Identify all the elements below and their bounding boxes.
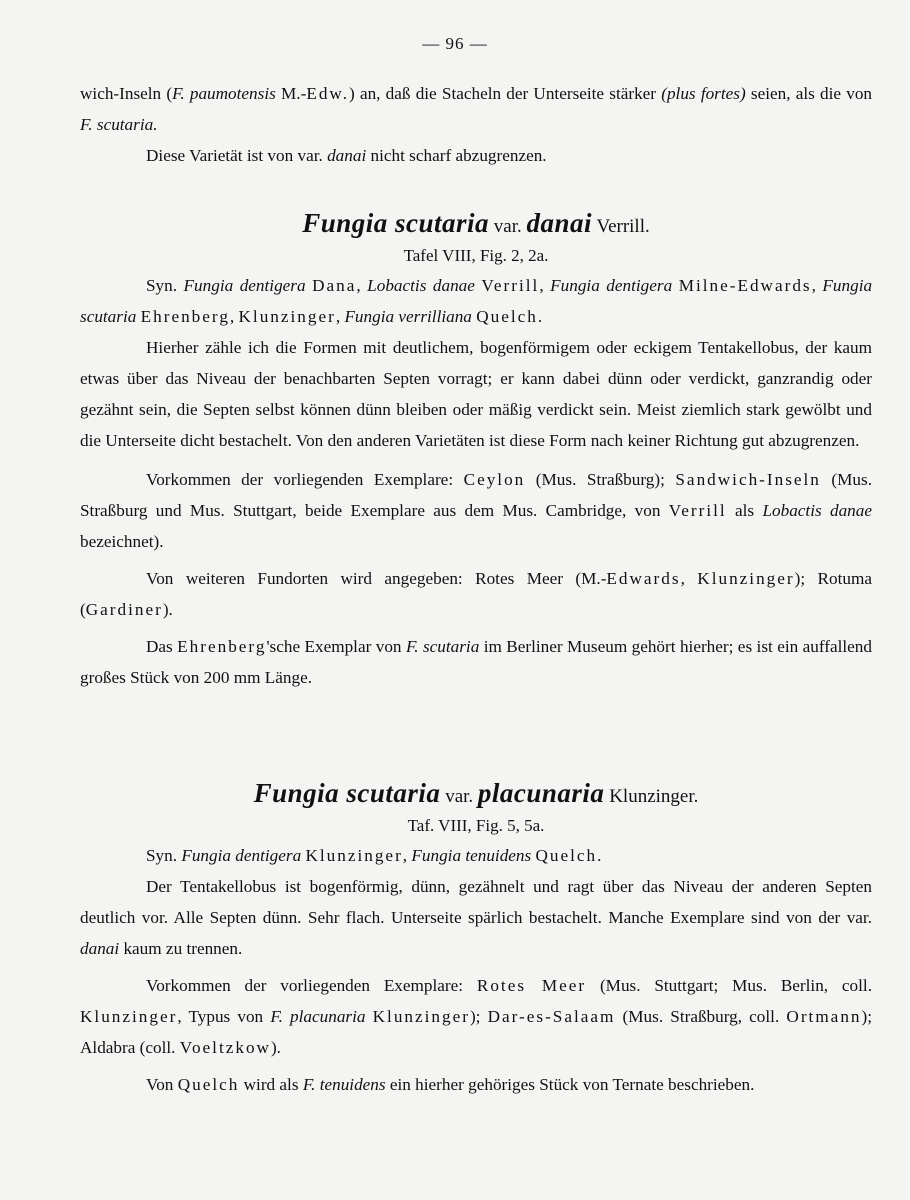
intro-block (80, 78, 872, 171)
plate-reference-danai: Tafel VIII, Fig. 2, 2a. (403, 246, 549, 265)
occurrence-danai: Vorkommen der vorliegenden Exemplare: Ceylon (Mus. Straßburg); Sandwich-Inseln (Mus. Straßburg und Mus. Stuttgart, beide Exemplare aus dem Mus. Cambridge, von Verrill als Lobactis danae bezeichnet). (80, 470, 872, 551)
description-placunaria: Der Tentakellobus ist bogenförmig, dünn, gezähnelt und ragt über das Niveau der anderen Septen deutlich vor. Alle Septen dünn. Sehr flach. Unterseite spärlich bestachelt. Manche Exemplare sind von der var. danai kaum zu trennen. (80, 877, 872, 958)
section-placunaria (80, 778, 872, 1100)
synonyms-danai: Syn. Fungia dentigera Dana, Lobactis danae Verrill, Fungia dentigera Milne-Edwards, Fungia scutaria Ehrenberg, Klunzinger, Fungia verrilliana Quelch. (80, 276, 873, 326)
plate-reference-placunaria: Taf. VIII, Fig. 5, 5a. (407, 816, 545, 835)
page-number: — 96 — (422, 34, 488, 53)
synonyms-placunaria: Syn. Fungia dentigera Klunzinger, Fungia tenuidens Quelch. (146, 846, 602, 865)
quelch-note: Von Quelch wird als F. tenuidens ein hierher gehöriges Stück von Ternate beschrieben. (146, 1075, 755, 1094)
occurrence-placunaria: Vorkommen der vorliegenden Exemplare: Rotes Meer (Mus. Stuttgart; Mus. Berlin, coll. Klunzinger, Typus von F. placunaria Klunzinger); Dar-es-Salaam (Mus. Straßburg, coll. Ortmann); Aldabra (coll. Voeltzkow). (80, 976, 873, 1057)
description-danai: Hierher zähle ich die Formen mit deutlichem, bogenförmigem oder eckigem Tentakellobus, der kaum etwas über das Niveau der benachbarten Septen vorragt; er kann dabei dünn oder verdickt, ganzrandig oder gezähnt sein, die Septen selbst können dünn bleiben oder mäßig verdickt sein. Meist ziemlich stark gewölbt und die Unterseite dicht bestachelt. Von den anderen Varietäten ist diese Form nach keiner Richtung gut abzugrenzen. (80, 338, 872, 450)
section-heading-placunaria: Fungia scutaria var. placunaria Klunzinger. (253, 778, 699, 808)
section-danai (80, 208, 872, 693)
intro-paragraph-2: Diese Varietät ist von var. danai nicht scharf abzugrenzen. (146, 146, 547, 165)
section-heading-danai: Fungia scutaria var. danai Verrill. (302, 208, 650, 238)
intro-paragraph-1: wich-Inseln (F. paumotensis M.-Edw.) an, daß die Stacheln der Unterseite stärker (plus fortes) seien, als die von F. scutaria. (80, 84, 873, 134)
localities-danai: Von weiteren Fundorten wird angegeben: Rotes Meer (M.-Edwards, Klunzinger); Rotuma (Gardiner). (80, 569, 872, 619)
ehrenberg-note: Das Ehrenberg'sche Exemplar von F. scutaria im Berliner Museum gehört hierher; es ist ein auffallend großes Stück von 200 mm Länge. (80, 637, 872, 687)
